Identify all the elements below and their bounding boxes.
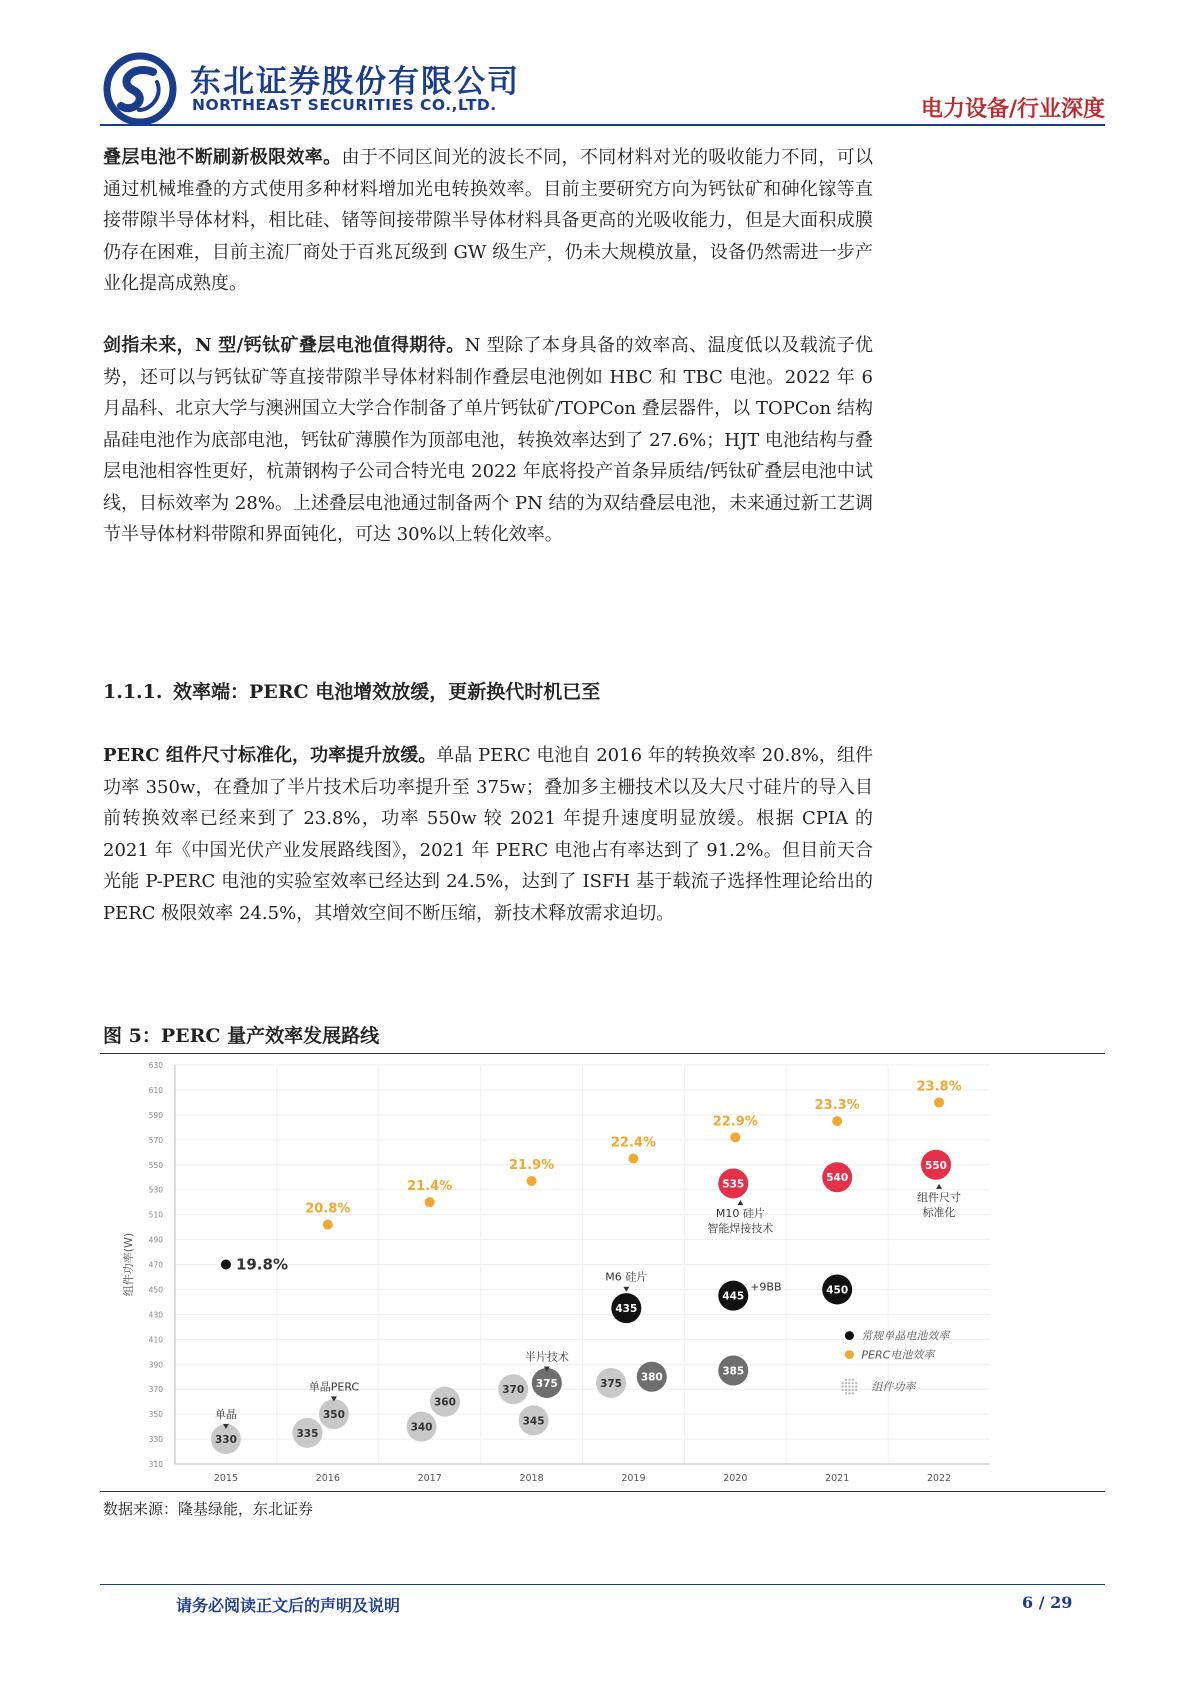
- perc-efficiency-label: 20.8%: [305, 1201, 351, 1217]
- legend-swatch-dot: [848, 1389, 850, 1391]
- paragraph-lead: 剑指未来，N 型/钙钛矿叠层电池值得期待。: [103, 335, 465, 356]
- paragraph-n-type-perovskite: [103, 330, 873, 551]
- legend-swatch-dot: [845, 1385, 847, 1387]
- annotation-arrow-icon: [737, 1200, 743, 1205]
- perc-efficiency-label: 22.4%: [610, 1135, 656, 1151]
- page-number: 6 / 29: [1022, 1593, 1073, 1612]
- y-tick-label: 450: [148, 1285, 163, 1295]
- legend-swatch-module: [841, 1379, 857, 1395]
- paragraph-perc-standardization: [103, 740, 873, 929]
- x-tick-label: 2018: [519, 1473, 544, 1484]
- y-tick-label: 510: [148, 1210, 163, 1220]
- paragraph-lead: 叠层电池不断刷新极限效率。: [103, 147, 342, 168]
- legend-swatch-dot: [845, 1389, 847, 1391]
- legend-swatch-dot: [845, 1382, 847, 1384]
- header-divider: [100, 124, 1105, 126]
- y-tick-label: 390: [148, 1360, 163, 1370]
- annotation-arrow-icon: [936, 1184, 942, 1189]
- paragraph-body: 由于不同区间光的波长不同，不同材料对光的吸收能力不同，可以通过机械堆叠的方式使用多种材料增加光电转换效率。目前主要研究方向为钙钛矿和砷化镓等直接带隙半导体材料，相比硅、锗等间接带隙半导体材料具备更高的光吸收能力，但是大面积成膜仍存在困难，目前主流厂商处于百兆瓦级到 GW 级生产，仍未大规模放量，设备仍然需进一步产业化提高成熟度。: [103, 147, 874, 294]
- y-tick-label: 570: [148, 1135, 163, 1145]
- module-power-label: 370: [502, 1384, 525, 1397]
- company-logo-icon: [103, 52, 177, 126]
- module-power-label: 330: [214, 1434, 237, 1447]
- y-tick-label: 350: [148, 1410, 163, 1420]
- y-tick-label: 630: [148, 1061, 163, 1070]
- module-power-label: 445: [722, 1290, 745, 1303]
- module-power-label: 380: [640, 1371, 663, 1384]
- chart-annotation: 智能焊接技术: [707, 1222, 774, 1236]
- chart-annotation: +9BB: [750, 1280, 782, 1294]
- figure-title: 图 5：PERC 量产效率发展路线: [103, 1025, 380, 1047]
- module-power-label: 435: [615, 1303, 638, 1316]
- company-name-en: NORTHEAST SECURITIES CO.,LTD.: [192, 96, 497, 114]
- paragraph-lead: PERC 组件尺寸标准化，功率提升放缓。: [103, 745, 437, 766]
- legend-label: 常规单晶电池效率: [861, 1329, 950, 1343]
- legend-swatch-dot: [841, 1385, 843, 1387]
- chart-annotation: 单晶: [214, 1407, 237, 1421]
- y-tick-label: 590: [148, 1110, 163, 1120]
- legend-swatch-dot: [852, 1385, 854, 1387]
- legend-swatch-dot: [845, 1392, 847, 1394]
- y-tick-label: 470: [148, 1260, 163, 1270]
- perc-efficiency-point: [832, 1116, 842, 1126]
- module-power-label: 375: [600, 1377, 622, 1390]
- perc-efficiency-point: [527, 1176, 537, 1186]
- legend-swatch-dot: [855, 1382, 857, 1384]
- y-tick-label: 410: [148, 1335, 163, 1345]
- legend-swatch-dot: [841, 1389, 843, 1391]
- module-power-label: 360: [434, 1396, 456, 1409]
- chart-gridlines: [175, 1065, 990, 1464]
- x-tick-label: 2017: [417, 1473, 442, 1484]
- x-tick-label: 2022: [926, 1473, 952, 1484]
- legend-swatch-dot: [848, 1392, 850, 1394]
- mono-efficiency-point: [221, 1260, 231, 1270]
- y-tick-label: 430: [148, 1310, 163, 1320]
- module-power-label: 535: [722, 1178, 745, 1191]
- paragraph-body: N 型除了本身具备的效率高、温度低以及载流子优势，还可以与钙钛矿等直接带隙半导体材料制作叠层电池例如 HBC 和 TBC 电池。2022 年 6 月晶科、北京大学与澳洲国立大学合作制备了单片钙钛矿/TOPCon 叠层器件，以 TOPCon 结构晶硅电池作为底部电池，钙钛矿薄膜作为顶部电池，转换效率达到了 27.6%；HJT 电池结构与叠层电池相容性更好，杭萧钢构子公司合特光电 2022 年底将投产首条异质结/钙钛矿叠层电池中试线，目标效率为 28%。上述叠层电池通过制备两个 PN 结的为双结叠层电池，未来通过新工艺调节半导体材料带隙和界面钝化，可达 30%以上转化效率。: [103, 335, 873, 545]
- section-number: 1.1.1.: [103, 681, 163, 703]
- footer-divider: [100, 1584, 1105, 1585]
- paragraph-tandem-cells: [103, 142, 873, 300]
- perc-roadmap-chart: [120, 1060, 1080, 1490]
- module-power-label: 345: [522, 1415, 545, 1428]
- chart-annotation: M10 硅片: [715, 1207, 765, 1221]
- y-tick-label: 330: [148, 1435, 163, 1445]
- chart-annotation: M6 硅片: [605, 1270, 648, 1284]
- legend-label: PERC电池效率: [861, 1348, 935, 1362]
- module-power-label: 550: [925, 1159, 947, 1172]
- figure-top-rule: [100, 1053, 1105, 1054]
- x-tick-label: 2016: [315, 1473, 340, 1484]
- legend-swatch-dot: [841, 1382, 843, 1384]
- legend-swatch-dot: [852, 1392, 854, 1394]
- module-power-label: 375: [535, 1377, 558, 1390]
- y-axis-label: 组件功率(W): [122, 1232, 135, 1297]
- module-power-label: 540: [826, 1172, 849, 1185]
- figure-bottom-rule: [100, 1491, 1105, 1492]
- x-tick-label: 2019: [621, 1473, 646, 1484]
- company-name-cn: 东北证券股份有限公司: [190, 64, 520, 100]
- module-power-label: 350: [322, 1409, 345, 1422]
- perc-efficiency-label: 22.9%: [712, 1114, 758, 1130]
- mono-efficiency-label: 19.8%: [235, 1255, 288, 1274]
- perc-efficiency-label: 21.4%: [407, 1179, 453, 1195]
- module-power-label: 385: [722, 1365, 745, 1378]
- chart-annotation: 半片技术: [524, 1350, 569, 1364]
- legend-label: 组件功率: [871, 1380, 916, 1394]
- perc-efficiency-point: [425, 1197, 435, 1207]
- legend-swatch-dot: [852, 1382, 854, 1384]
- legend-swatch-dot: [855, 1389, 857, 1391]
- legend-swatch-dot: [852, 1389, 854, 1391]
- legend-swatch-dot: [848, 1379, 850, 1381]
- perc-efficiency-label: 23.8%: [916, 1079, 962, 1095]
- chart-annotation: 单晶PERC: [308, 1380, 360, 1394]
- legend-swatch-dot: [848, 1385, 850, 1387]
- legend-swatch-dot: [852, 1379, 854, 1381]
- document-category-tag: 电力设备/行业深度: [920, 97, 1105, 122]
- section-title: 效率端：PERC 电池增效放缓，更新换代时机已至: [173, 681, 601, 703]
- disclaimer-note: 请务必阅读正文后的声明及说明: [176, 1596, 401, 1615]
- y-tick-label: 310: [148, 1460, 163, 1469]
- perc-efficiency-point: [628, 1154, 638, 1164]
- module-power-label: 450: [826, 1284, 849, 1297]
- y-tick-label: 550: [148, 1160, 163, 1170]
- x-tick-label: 2015: [213, 1473, 239, 1484]
- x-tick-label: 2020: [723, 1473, 748, 1484]
- x-tick-label: 2021: [825, 1473, 850, 1484]
- y-tick-label: 490: [148, 1235, 163, 1245]
- y-tick-label: 530: [148, 1185, 163, 1195]
- chart-annotation: 标准化: [922, 1205, 956, 1219]
- perc-efficiency-label: 23.3%: [814, 1098, 860, 1114]
- y-tick-label: 610: [148, 1085, 163, 1095]
- module-power-label: 335: [296, 1427, 319, 1440]
- section-heading: [103, 677, 600, 704]
- legend-swatch-perc: [845, 1350, 854, 1359]
- perc-efficiency-point: [323, 1220, 333, 1230]
- legend-swatch-dot: [848, 1382, 850, 1384]
- figure-source: 数据来源：隆基绿能，东北证券: [103, 1500, 314, 1518]
- chart-annotation: 组件尺寸: [917, 1190, 962, 1204]
- perc-efficiency-point: [730, 1132, 740, 1142]
- chart-marks: [211, 1079, 962, 1454]
- y-tick-label: 370: [148, 1385, 163, 1395]
- perc-efficiency-point: [934, 1097, 944, 1107]
- module-power-label: 340: [410, 1421, 433, 1434]
- legend-swatch-dot: [845, 1379, 847, 1381]
- paragraph-body: 单晶 PERC 电池自 2016 年的转换效率 20.8%，组件功率 350w，在叠加了半片技术后功率提升至 375w；叠加多主栅技术以及大尺寸硅片的导入目前转换效率已经来到了 23.8%，功率 550w 较 2021 年提升速度明显放缓。根据 CPIA 的 2021 年《中国光伏产业发展路线图》，2021 年 PERC 电池占有率达到了 91.2%。但目前天合光能 P-PERC 电池的实验室效率已经达到 24.5%，达到了 ISFH 基于载流子选择性理论给出的 PERC 极限效率 24.5%，其增效空间不断压缩，新技术释放需求迫切。: [103, 745, 873, 924]
- perc-efficiency-label: 21.9%: [509, 1157, 555, 1173]
- legend-swatch-dot: [855, 1385, 857, 1387]
- legend-swatch-mono: [845, 1331, 854, 1340]
